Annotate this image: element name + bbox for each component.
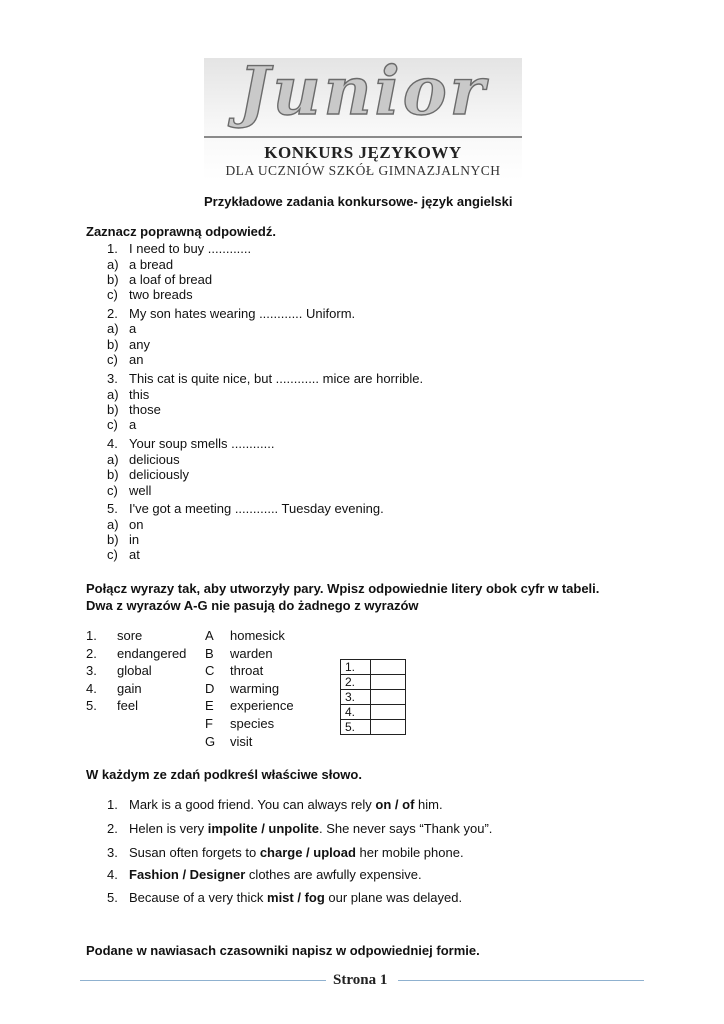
sentence-number: 3. <box>107 845 118 860</box>
word-choice[interactable]: on / of <box>375 797 415 812</box>
option-text: a <box>129 417 137 432</box>
answer-cell[interactable] <box>371 675 406 690</box>
option-letter: a) <box>107 387 119 402</box>
option-text: at <box>129 547 140 562</box>
page-heading: Przykładowe zadania konkursowe- język angielski <box>204 194 513 209</box>
sentence-number: 2. <box>107 821 118 836</box>
section2-instruction-line2: Dwa z wyrazów A-G nie pasują do żadnego z wyrazów <box>86 598 419 613</box>
pair-right-word: throat <box>230 663 264 678</box>
option-text: in <box>129 532 140 547</box>
option-text: deliciously <box>129 467 189 482</box>
answer-row-number: 1. <box>341 660 371 675</box>
option-letter: c) <box>107 287 118 302</box>
answer-cell[interactable] <box>371 705 406 720</box>
sentence-number: 5. <box>107 890 118 905</box>
section4-instruction: Podane w nawiasach czasowniki napisz w odpowiedniej formie. <box>86 943 480 958</box>
pair-left-word: global <box>117 663 152 678</box>
pair-left-word: endangered <box>117 646 187 661</box>
answer-table <box>340 659 406 735</box>
option-letter: c) <box>107 483 118 498</box>
pair-right-letter: E <box>205 698 214 713</box>
word-choice[interactable]: impolite / unpolite <box>207 821 319 836</box>
pair-right-letter: G <box>205 734 216 749</box>
answer-table-row <box>341 720 406 735</box>
question-5-number: 5. <box>107 501 118 516</box>
sentence-1: Mark is a good friend. You can always rely on / of him. <box>129 797 443 812</box>
pair-right-letter: A <box>205 628 214 643</box>
word-choice[interactable]: Fashion / Designer <box>129 867 246 882</box>
pair-left-word: gain <box>117 681 142 696</box>
section2-instruction-line1: Połącz wyrazy tak, aby utworzyły pary. Wpisz odpowiednie litery obok cyfr w tabeli. <box>86 581 600 596</box>
pair-left-number: 1. <box>86 628 97 643</box>
pair-right-word: visit <box>230 734 253 749</box>
footer-rule-left <box>80 980 326 981</box>
option-text: any <box>129 337 150 352</box>
option-text: a bread <box>129 257 174 272</box>
option-letter: b) <box>107 467 119 482</box>
answer-row-number: 2. <box>341 675 371 690</box>
answer-table-row <box>341 690 406 705</box>
pair-right-word: warden <box>230 646 273 661</box>
logo-wordmark: Junior <box>238 52 488 130</box>
question-3-text: This cat is quite nice, but ............ mice are horrible. <box>129 371 424 386</box>
word-choice[interactable]: mist / fog <box>267 890 325 905</box>
option-text: two breads <box>129 287 193 302</box>
sentence-number: 4. <box>107 867 118 882</box>
answer-cell[interactable] <box>371 660 406 675</box>
answer-cell[interactable] <box>371 690 406 705</box>
section3-instruction: W każdym ze zdań podkreśl właściwe słowo. <box>86 767 362 782</box>
question-4-text: Your soup smells ............ <box>129 436 275 451</box>
answer-table-row <box>341 675 406 690</box>
option-letter: a) <box>107 452 119 467</box>
option-letter: b) <box>107 532 119 547</box>
option-letter: a) <box>107 517 119 532</box>
question-3-number: 3. <box>107 371 118 386</box>
pair-right-word: species <box>230 716 275 731</box>
sentence-2: Helen is very impolite / unpolite. She never says “Thank you”. <box>129 821 493 836</box>
option-letter: c) <box>107 417 118 432</box>
pair-right-word: homesick <box>230 628 285 643</box>
pair-right-word: warming <box>230 681 280 696</box>
question-5-text: I've got a meeting ............ Tuesday evening. <box>129 501 384 516</box>
answer-table-row <box>341 705 406 720</box>
answer-row-number: 3. <box>341 690 371 705</box>
option-text: an <box>129 352 144 367</box>
answer-table-row <box>341 660 406 675</box>
answer-cell[interactable] <box>371 720 406 735</box>
pair-right-letter: B <box>205 646 214 661</box>
option-text: a loaf of bread <box>129 272 213 287</box>
pair-left-number: 5. <box>86 698 97 713</box>
option-letter: b) <box>107 337 119 352</box>
logo-subtitle: DLA UCZNIÓW SZKÓŁ GIMNAZJALNYCH <box>225 163 501 178</box>
sentence-4: Fashion / Designer clothes are awfully expensive. <box>129 867 422 882</box>
pair-right-word: experience <box>230 698 294 713</box>
page-number: Strona 1 <box>333 972 388 988</box>
word-choice[interactable]: charge / upload <box>259 845 356 860</box>
option-letter: a) <box>107 257 119 272</box>
logo-divider <box>204 136 522 138</box>
footer-rule-right <box>398 980 644 981</box>
option-letter: b) <box>107 272 119 287</box>
option-text: those <box>129 402 161 417</box>
answer-row-number: 4. <box>341 705 371 720</box>
option-letter: a) <box>107 321 119 336</box>
pair-left-word: sore <box>117 628 143 643</box>
question-2-number: 2. <box>107 306 118 321</box>
option-text: this <box>129 387 150 402</box>
option-letter: c) <box>107 352 118 367</box>
option-letter: b) <box>107 402 119 417</box>
option-text: a <box>129 321 137 336</box>
option-letter: c) <box>107 547 118 562</box>
sentence-5: Because of a very thick mist / fog our plane was delayed. <box>129 890 463 905</box>
section1-instruction: Zaznacz poprawną odpowiedź. <box>86 224 276 239</box>
question-2-text: My son hates wearing ............ Uniform. <box>129 306 356 321</box>
option-text: well <box>129 483 152 498</box>
sentence-3: Susan often forgets to charge / upload her mobile phone. <box>129 845 464 860</box>
pair-left-word: feel <box>117 698 138 713</box>
answer-row-number: 5. <box>341 720 371 735</box>
pair-right-letter: F <box>205 716 213 731</box>
question-4-number: 4. <box>107 436 118 451</box>
pair-left-number: 3. <box>86 663 97 678</box>
question-1: 1. <box>107 241 118 256</box>
pair-left-number: 4. <box>86 681 97 696</box>
question-1-text: I need to buy ............ <box>129 241 252 256</box>
pair-left-number: 2. <box>86 646 97 661</box>
sentence-number: 1. <box>107 797 118 812</box>
option-text: delicious <box>129 452 180 467</box>
option-text: on <box>129 517 144 532</box>
logo-title: KONKURS JĘZYKOWY <box>264 143 462 162</box>
pair-right-letter: D <box>205 681 215 696</box>
competition-logo <box>204 52 522 180</box>
pair-right-letter: C <box>205 663 215 678</box>
